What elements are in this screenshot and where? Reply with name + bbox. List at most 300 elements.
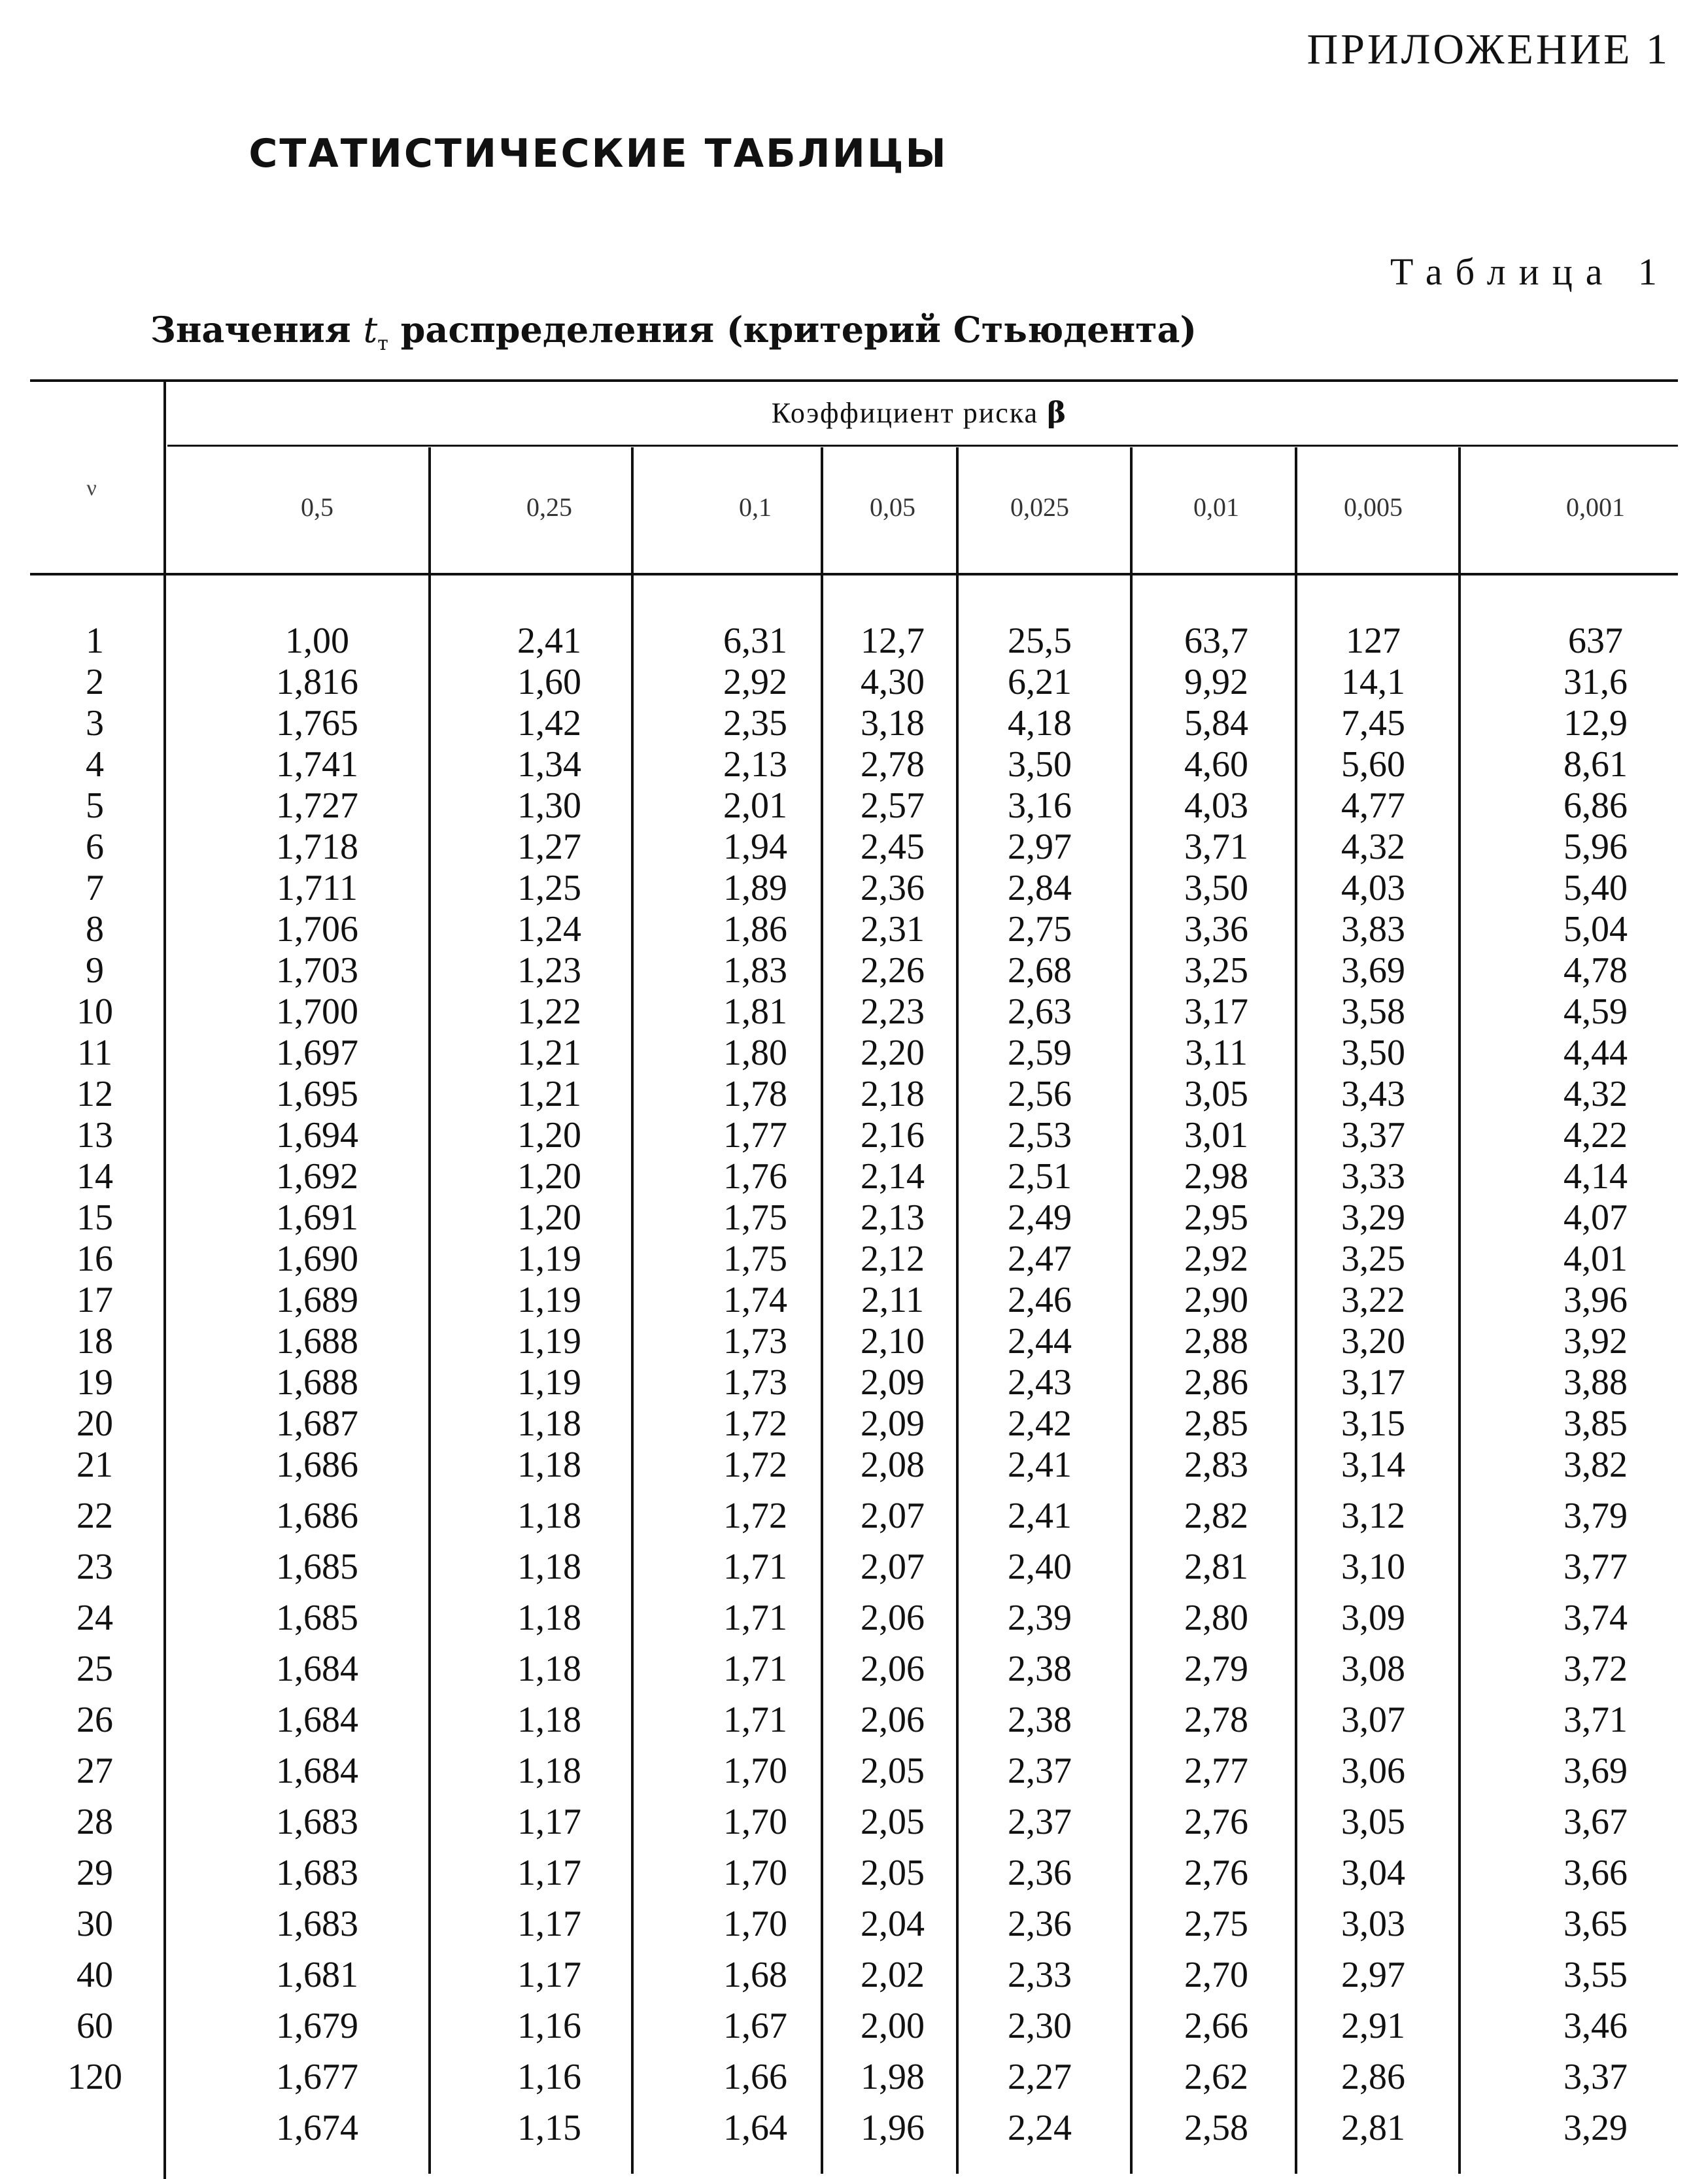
table-row xyxy=(0,1322,1708,1361)
value-cell: 1,83 xyxy=(723,950,787,991)
value-cell: 1,66 xyxy=(723,2057,787,2097)
table-row xyxy=(0,1496,1708,1536)
value-cell: 2,68 xyxy=(1008,950,1072,991)
nu-cell: 40 xyxy=(77,1955,113,1995)
value-cell: 2,85 xyxy=(1184,1403,1248,1444)
value-cell: 3,07 xyxy=(1341,1700,1405,1740)
value-cell: 1,74 xyxy=(723,1280,787,1320)
value-cell: 3,55 xyxy=(1563,1955,1628,1995)
table-row xyxy=(0,1157,1708,1196)
value-cell: 1,21 xyxy=(517,1033,581,1073)
value-cell: 1,71 xyxy=(723,1547,787,1587)
value-cell: 2,02 xyxy=(861,1955,925,1995)
value-cell: 3,18 xyxy=(861,703,925,744)
value-cell: 3,36 xyxy=(1184,909,1248,950)
table-label: Таблица 1 xyxy=(1390,250,1670,293)
value-cell: 2,77 xyxy=(1184,1751,1248,1791)
value-cell: 1,18 xyxy=(517,1496,581,1536)
value-cell: 2,12 xyxy=(861,1239,925,1279)
value-cell: 2,07 xyxy=(861,1496,925,1536)
caption-subscript: т xyxy=(377,332,388,355)
value-cell: 4,01 xyxy=(1563,1239,1628,1279)
value-cell: 12,9 xyxy=(1563,703,1628,744)
table-row xyxy=(0,951,1708,990)
value-cell: 2,92 xyxy=(723,662,787,702)
table-row xyxy=(0,1198,1708,1237)
value-cell: 1,71 xyxy=(723,1700,787,1740)
caption-prefix: Значения xyxy=(150,309,364,351)
value-cell: 4,78 xyxy=(1563,950,1628,991)
table-caption xyxy=(0,309,1347,355)
value-cell: 2,13 xyxy=(861,1197,925,1238)
value-cell: 3,03 xyxy=(1341,1904,1405,1944)
value-cell: 2,45 xyxy=(861,827,925,867)
value-cell: 3,14 xyxy=(1341,1445,1405,1485)
value-cell: 1,690 xyxy=(276,1239,358,1279)
value-cell: 2,06 xyxy=(861,1598,925,1638)
value-cell: 1,25 xyxy=(517,868,581,908)
value-cell: 3,10 xyxy=(1341,1547,1405,1587)
value-cell: 3,01 xyxy=(1184,1115,1248,1156)
table-row xyxy=(0,621,1708,661)
value-cell: 1,64 xyxy=(723,2108,787,2148)
value-cell: 2,81 xyxy=(1184,1547,1248,1587)
value-cell: 3,05 xyxy=(1184,1074,1248,1114)
value-cell: 2,76 xyxy=(1184,1853,1248,1893)
table-row xyxy=(0,1445,1708,1484)
table-row xyxy=(0,1363,1708,1402)
value-cell: 1,674 xyxy=(276,2108,358,2148)
value-cell: 3,79 xyxy=(1563,1496,1628,1536)
value-cell: 3,06 xyxy=(1341,1751,1405,1791)
value-cell: 2,16 xyxy=(861,1115,925,1156)
value-cell: 1,19 xyxy=(517,1239,581,1279)
value-cell: 2,37 xyxy=(1008,1751,1072,1791)
table-row xyxy=(0,1802,1708,1842)
value-cell: 2,82 xyxy=(1184,1496,1248,1536)
value-cell: 2,20 xyxy=(861,1033,925,1073)
value-cell: 1,89 xyxy=(723,868,787,908)
value-cell: 2,78 xyxy=(1184,1700,1248,1740)
value-cell: 1,20 xyxy=(517,1115,581,1156)
value-cell: 4,30 xyxy=(861,662,925,702)
value-cell: 3,77 xyxy=(1563,1547,1628,1587)
table-row xyxy=(0,1649,1708,1689)
value-cell: 1,706 xyxy=(276,909,358,950)
value-cell: 2,59 xyxy=(1008,1033,1072,1073)
table-row xyxy=(0,1239,1708,1278)
value-cell: 1,703 xyxy=(276,950,358,991)
value-cell: 1,80 xyxy=(723,1033,787,1073)
table-row xyxy=(0,1033,1708,1072)
value-cell: 1,20 xyxy=(517,1197,581,1238)
nu-cell: 13 xyxy=(77,1115,113,1156)
value-cell: 1,72 xyxy=(723,1445,787,1485)
value-cell: 63,7 xyxy=(1184,621,1248,661)
value-cell: 1,18 xyxy=(517,1598,581,1638)
value-cell: 127 xyxy=(1346,621,1401,661)
nu-cell: 20 xyxy=(77,1403,113,1444)
value-cell: 31,6 xyxy=(1563,662,1628,702)
value-cell: 1,17 xyxy=(517,1853,581,1893)
value-cell: 2,86 xyxy=(1184,1362,1248,1403)
table-row xyxy=(0,2108,1708,2148)
table-row xyxy=(0,992,1708,1031)
value-cell: 2,40 xyxy=(1008,1547,1072,1587)
nu-cell: 17 xyxy=(77,1280,113,1320)
value-cell: 3,09 xyxy=(1341,1598,1405,1638)
value-cell: 2,53 xyxy=(1008,1115,1072,1156)
value-cell: 1,679 xyxy=(276,2006,358,2046)
value-cell: 1,685 xyxy=(276,1547,358,1587)
value-cell: 14,1 xyxy=(1341,662,1405,702)
column-header: 0,5 xyxy=(301,492,333,522)
nu-cell: 24 xyxy=(77,1598,113,1638)
value-cell: 2,57 xyxy=(861,785,925,826)
value-cell: 1,17 xyxy=(517,1955,581,1995)
value-cell: 1,18 xyxy=(517,1649,581,1689)
value-cell: 2,51 xyxy=(1008,1156,1072,1197)
value-cell: 2,75 xyxy=(1184,1904,1248,1944)
value-cell: 2,76 xyxy=(1184,1802,1248,1842)
table-row xyxy=(0,1547,1708,1587)
value-cell: 3,50 xyxy=(1184,868,1248,908)
nu-cell: 8 xyxy=(86,909,104,950)
page-title: СТАТИСТИЧЕСКИЕ ТАБЛИЦЫ xyxy=(248,131,948,177)
value-cell: 1,697 xyxy=(276,1033,358,1073)
value-cell: 3,11 xyxy=(1185,1033,1248,1073)
value-cell: 2,06 xyxy=(861,1649,925,1689)
nu-column-header: ν xyxy=(86,476,97,500)
value-cell: 3,82 xyxy=(1563,1445,1628,1485)
value-cell: 1,68 xyxy=(723,1955,787,1995)
nu-cell: 60 xyxy=(77,2006,113,2046)
value-cell: 3,50 xyxy=(1008,744,1072,785)
value-cell: 3,83 xyxy=(1341,909,1405,950)
value-cell: 1,688 xyxy=(276,1321,358,1362)
value-cell: 2,24 xyxy=(1008,2108,1072,2148)
value-cell: 5,96 xyxy=(1563,827,1628,867)
value-cell: 2,86 xyxy=(1341,2057,1405,2097)
value-cell: 4,18 xyxy=(1008,703,1072,744)
value-cell: 3,50 xyxy=(1341,1033,1405,1073)
value-cell: 2,81 xyxy=(1341,2108,1405,2148)
value-cell: 2,33 xyxy=(1008,1955,1072,1995)
value-cell: 2,05 xyxy=(861,1853,925,1893)
value-cell: 1,677 xyxy=(276,2057,358,2097)
value-cell: 1,681 xyxy=(276,1955,358,1995)
value-cell: 3,58 xyxy=(1341,991,1405,1032)
value-cell: 1,692 xyxy=(276,1156,358,1197)
nu-cell: 22 xyxy=(77,1496,113,1536)
value-cell: 1,98 xyxy=(861,2057,925,2097)
value-cell: 1,684 xyxy=(276,1649,358,1689)
value-cell: 1,695 xyxy=(276,1074,358,1114)
table-row xyxy=(0,1074,1708,1114)
value-cell: 1,94 xyxy=(723,827,787,867)
nu-cell: 30 xyxy=(77,1904,113,1944)
nu-cell: 7 xyxy=(86,868,104,908)
nu-cell: 25 xyxy=(77,1649,113,1689)
value-cell: 2,78 xyxy=(861,744,925,785)
value-cell: 2,35 xyxy=(723,703,787,744)
nu-cell: 27 xyxy=(77,1751,113,1791)
nu-cell: 4 xyxy=(86,744,104,785)
nu-cell: 23 xyxy=(77,1547,113,1587)
value-cell: 2,05 xyxy=(861,1802,925,1842)
value-cell: 2,43 xyxy=(1008,1362,1072,1403)
value-cell: 4,07 xyxy=(1563,1197,1628,1238)
value-cell: 1,686 xyxy=(276,1445,358,1485)
table-row xyxy=(0,1598,1708,1638)
value-cell: 2,84 xyxy=(1008,868,1072,908)
value-cell: 3,22 xyxy=(1341,1280,1405,1320)
value-cell: 3,71 xyxy=(1563,1700,1628,1740)
table-row xyxy=(0,910,1708,949)
risk-coefficient-header xyxy=(167,396,1671,430)
value-cell: 1,30 xyxy=(517,785,581,826)
value-cell: 3,65 xyxy=(1563,1904,1628,1944)
caption-suffix: распределения (критерий Стьюдента) xyxy=(388,309,1197,351)
column-header: 0,25 xyxy=(526,492,572,522)
value-cell: 3,66 xyxy=(1563,1853,1628,1893)
value-cell: 3,92 xyxy=(1563,1321,1628,1362)
table-row xyxy=(0,1751,1708,1791)
value-cell: 2,27 xyxy=(1008,2057,1072,2097)
value-cell: 2,47 xyxy=(1008,1239,1072,1279)
value-cell: 3,25 xyxy=(1184,950,1248,991)
value-cell: 1,67 xyxy=(723,2006,787,2046)
nu-cell: 19 xyxy=(77,1362,113,1403)
value-cell: 1,70 xyxy=(723,1904,787,1944)
value-cell: 2,58 xyxy=(1184,2108,1248,2148)
value-cell: 2,38 xyxy=(1008,1649,1072,1689)
value-cell: 3,46 xyxy=(1563,2006,1628,2046)
value-cell: 1,688 xyxy=(276,1362,358,1403)
nu-cell: 21 xyxy=(77,1445,113,1485)
value-cell: 1,691 xyxy=(276,1197,358,1238)
value-cell: 1,78 xyxy=(723,1074,787,1114)
value-cell: 5,40 xyxy=(1563,868,1628,908)
value-cell: 1,21 xyxy=(517,1074,581,1114)
column-header: 0,05 xyxy=(870,492,915,522)
value-cell: 5,84 xyxy=(1184,703,1248,744)
value-cell: 1,77 xyxy=(723,1115,787,1156)
value-cell: 4,22 xyxy=(1563,1115,1628,1156)
value-cell: 6,21 xyxy=(1008,662,1072,702)
value-cell: 1,19 xyxy=(517,1280,581,1320)
value-cell: 1,18 xyxy=(517,1751,581,1791)
value-cell: 1,700 xyxy=(276,991,358,1032)
nu-cell: 26 xyxy=(77,1700,113,1740)
value-cell: 1,684 xyxy=(276,1751,358,1791)
value-cell: 4,32 xyxy=(1341,827,1405,867)
value-cell: 1,19 xyxy=(517,1362,581,1403)
value-cell: 2,88 xyxy=(1184,1321,1248,1362)
nu-cell: 6 xyxy=(86,827,104,867)
value-cell: 8,61 xyxy=(1563,744,1628,785)
value-cell: 1,19 xyxy=(517,1321,581,1362)
table-row xyxy=(0,2057,1708,2097)
value-cell: 2,10 xyxy=(861,1321,925,1362)
table-row xyxy=(0,1280,1708,1320)
value-cell: 2,41 xyxy=(1008,1445,1072,1485)
value-cell: 1,27 xyxy=(517,827,581,867)
value-cell: 2,36 xyxy=(1008,1853,1072,1893)
table-row xyxy=(0,1700,1708,1740)
value-cell: 1,00 xyxy=(285,621,349,661)
value-cell: 1,86 xyxy=(723,909,787,950)
value-cell: 1,76 xyxy=(723,1156,787,1197)
value-cell: 1,70 xyxy=(723,1802,787,1842)
value-cell: 3,96 xyxy=(1563,1280,1628,1320)
beta-symbol: β xyxy=(1047,396,1068,430)
value-cell: 2,26 xyxy=(861,950,925,991)
value-cell: 2,05 xyxy=(861,1751,925,1791)
value-cell: 2,97 xyxy=(1341,1955,1405,1995)
value-cell: 2,95 xyxy=(1184,1197,1248,1238)
value-cell: 2,42 xyxy=(1008,1403,1072,1444)
value-cell: 1,16 xyxy=(517,2057,581,2097)
value-cell: 3,17 xyxy=(1184,991,1248,1032)
value-cell: 1,15 xyxy=(517,2108,581,2148)
value-cell: 2,07 xyxy=(861,1547,925,1587)
value-cell: 3,12 xyxy=(1341,1496,1405,1536)
value-cell: 1,17 xyxy=(517,1802,581,1842)
value-cell: 3,71 xyxy=(1184,827,1248,867)
value-cell: 2,41 xyxy=(517,621,581,661)
value-cell: 2,09 xyxy=(861,1403,925,1444)
appendix-label: ПРИЛОЖЕНИЕ 1 xyxy=(1307,26,1670,73)
value-cell: 3,37 xyxy=(1563,2057,1628,2097)
value-cell: 1,73 xyxy=(723,1362,787,1403)
value-cell: 2,14 xyxy=(861,1156,925,1197)
value-cell: 9,92 xyxy=(1184,662,1248,702)
value-cell: 3,16 xyxy=(1008,785,1072,826)
value-cell: 2,79 xyxy=(1184,1649,1248,1689)
value-cell: 2,39 xyxy=(1008,1598,1072,1638)
value-cell: 2,91 xyxy=(1341,2006,1405,2046)
value-cell: 2,46 xyxy=(1008,1280,1072,1320)
value-cell: 3,25 xyxy=(1341,1239,1405,1279)
value-cell: 1,70 xyxy=(723,1751,787,1791)
column-header: 0,1 xyxy=(739,492,772,522)
value-cell: 4,03 xyxy=(1184,785,1248,826)
value-cell: 2,63 xyxy=(1008,991,1072,1032)
value-cell: 1,741 xyxy=(276,744,358,785)
nu-cell: 10 xyxy=(77,991,113,1032)
value-cell: 1,72 xyxy=(723,1496,787,1536)
value-cell: 2,11 xyxy=(861,1280,924,1320)
value-cell: 2,62 xyxy=(1184,2057,1248,2097)
value-cell: 1,81 xyxy=(723,991,787,1032)
nu-cell: 29 xyxy=(77,1853,113,1893)
value-cell: 3,85 xyxy=(1563,1403,1628,1444)
value-cell: 3,37 xyxy=(1341,1115,1405,1156)
nu-cell: 3 xyxy=(86,703,104,744)
value-cell: 2,36 xyxy=(1008,1904,1072,1944)
value-cell: 1,75 xyxy=(723,1197,787,1238)
value-cell: 1,60 xyxy=(517,662,581,702)
value-cell: 1,683 xyxy=(276,1802,358,1842)
value-cell: 4,44 xyxy=(1563,1033,1628,1073)
nu-cell: 18 xyxy=(77,1321,113,1362)
nu-cell: 28 xyxy=(77,1802,113,1842)
nu-cell: 16 xyxy=(77,1239,113,1279)
value-cell: 1,96 xyxy=(861,2108,925,2148)
value-cell: 2,56 xyxy=(1008,1074,1072,1114)
value-cell: 1,816 xyxy=(276,662,358,702)
risk-header-rule xyxy=(167,445,1678,447)
value-cell: 1,73 xyxy=(723,1321,787,1362)
value-cell: 2,36 xyxy=(861,868,925,908)
value-cell: 2,97 xyxy=(1008,827,1072,867)
value-cell: 3,20 xyxy=(1341,1321,1405,1362)
value-cell: 6,31 xyxy=(723,621,787,661)
column-header: 0,025 xyxy=(1010,492,1069,522)
table-row xyxy=(0,1904,1708,1944)
value-cell: 1,24 xyxy=(517,909,581,950)
value-cell: 1,20 xyxy=(517,1156,581,1197)
value-cell: 2,80 xyxy=(1184,1598,1248,1638)
value-cell: 1,694 xyxy=(276,1115,358,1156)
table-row xyxy=(0,1116,1708,1155)
value-cell: 2,31 xyxy=(861,909,925,950)
value-cell: 4,03 xyxy=(1341,868,1405,908)
value-cell: 2,90 xyxy=(1184,1280,1248,1320)
value-cell: 3,69 xyxy=(1563,1751,1628,1791)
value-cell: 1,42 xyxy=(517,703,581,744)
value-cell: 2,23 xyxy=(861,991,925,1032)
value-cell: 1,711 xyxy=(277,868,358,908)
value-cell: 2,41 xyxy=(1008,1496,1072,1536)
value-cell: 2,38 xyxy=(1008,1700,1072,1740)
value-cell: 2,70 xyxy=(1184,1955,1248,1995)
table-row xyxy=(0,1955,1708,1995)
value-cell: 1,687 xyxy=(276,1403,358,1444)
value-cell: 637 xyxy=(1568,621,1623,661)
value-cell: 2,04 xyxy=(861,1904,925,1944)
value-cell: 1,683 xyxy=(276,1904,358,1944)
value-cell: 3,74 xyxy=(1563,1598,1628,1638)
value-cell: 7,45 xyxy=(1341,703,1405,744)
value-cell: 3,04 xyxy=(1341,1853,1405,1893)
value-cell: 2,08 xyxy=(861,1445,925,1485)
value-cell: 2,37 xyxy=(1008,1802,1072,1842)
table-row xyxy=(0,745,1708,784)
caption-symbol: t xyxy=(363,309,378,351)
value-cell: 2,06 xyxy=(861,1700,925,1740)
header-bottom-rule xyxy=(30,573,1678,575)
nu-cell: 1 xyxy=(86,621,104,661)
value-cell: 1,689 xyxy=(276,1280,358,1320)
value-cell: 3,29 xyxy=(1341,1197,1405,1238)
value-cell: 3,67 xyxy=(1563,1802,1628,1842)
value-cell: 2,30 xyxy=(1008,2006,1072,2046)
nu-cell: 120 xyxy=(67,2057,122,2097)
value-cell: 2,00 xyxy=(861,2006,925,2046)
value-cell: 1,16 xyxy=(517,2006,581,2046)
value-cell: 1,18 xyxy=(517,1403,581,1444)
table-row xyxy=(0,1404,1708,1443)
value-cell: 1,22 xyxy=(517,991,581,1032)
table-top-rule xyxy=(30,379,1678,382)
value-cell: 3,17 xyxy=(1341,1362,1405,1403)
value-cell: 1,765 xyxy=(276,703,358,744)
value-cell: 1,71 xyxy=(723,1598,787,1638)
value-cell: 3,15 xyxy=(1341,1403,1405,1444)
value-cell: 4,60 xyxy=(1184,744,1248,785)
